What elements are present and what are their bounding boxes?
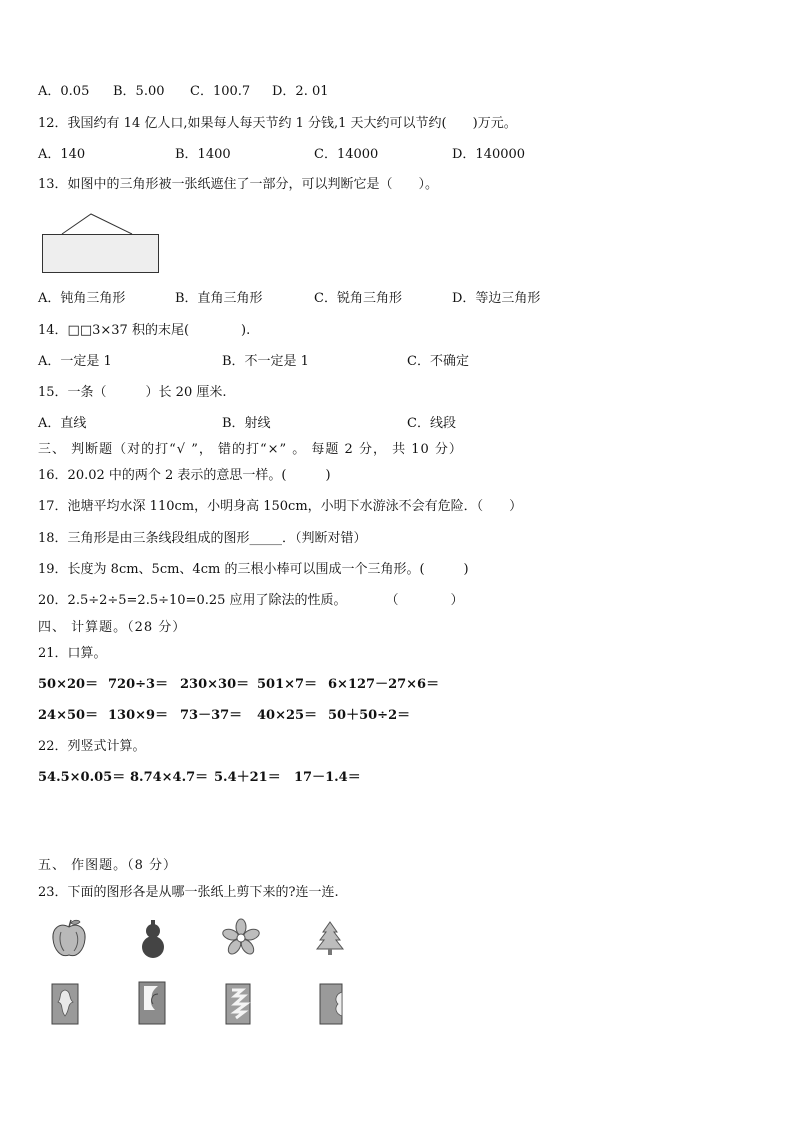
q13-stem: 13．如图中的三角形被一张纸遮住了一部分，可以判断它是（ ）。 (38, 177, 439, 192)
q23-stem: 23．下面的图形各是从哪一张纸上剪下来的?连一连. (38, 885, 339, 900)
q21-item: 50×20＝ (38, 677, 99, 692)
q16-text: 16．20.02 中的两个 2 表示的意思一样。( ) (38, 468, 331, 483)
q13-option-b: B．直角三角形 (175, 291, 263, 306)
q19-text: 19．长度为 8cm、5cm、4cm 的三根小棒可以围成一个三角形。( ) (38, 562, 469, 577)
q12-option-b: B．1400 (175, 147, 231, 162)
q21-item: 130×9＝ (108, 708, 169, 723)
q21-item: 50＋50÷2＝ (328, 708, 411, 723)
q13-option-c: C．锐角三角形 (314, 291, 402, 306)
q15-stem: 15．一条（ ）长 20 厘米. (38, 385, 227, 400)
q22-stem: 22．列竖式计算。 (38, 739, 146, 754)
flower-shape-icon (220, 918, 262, 958)
q11-option-b: B．5.00 (113, 84, 165, 99)
q14-stem: 14．□□3×37 积的末尾( ). (38, 323, 251, 338)
q13-option-a: A．钝角三角形 (38, 291, 126, 306)
q14-option-c: C．不确定 (407, 354, 469, 369)
q14-option-a: A．一定是 1 (38, 354, 112, 369)
gourd-shape-icon (136, 918, 170, 960)
q11-option-d: D．2. 01 (272, 84, 329, 99)
q21-stem: 21．口算。 (38, 646, 107, 661)
q11-option-c: C．100.7 (190, 84, 251, 99)
q15-option-c: C．线段 (407, 416, 456, 431)
q21-item: 720÷3＝ (108, 677, 169, 692)
q17-text: 17．池塘平均水深 110cm，小明身高 150cm，小明下水游泳不会有危险．（ ） (38, 499, 523, 514)
apple-shape-icon (50, 918, 88, 960)
section-4-heading: 四、 计算题。（28 分） (38, 620, 187, 635)
q22-item: 8.74×4.7＝ (130, 770, 209, 785)
section-5-heading: 五、 作图题。（8 分） (38, 858, 178, 873)
q12-option-d: D．140000 (452, 147, 526, 162)
paper-piece-2-icon (136, 980, 168, 1026)
q22-item: 5.4＋21＝ (214, 770, 281, 785)
q21-item: 230×30＝ (180, 677, 250, 692)
q21-item: 24×50＝ (38, 708, 99, 723)
paper-piece-4-icon (316, 982, 348, 1026)
q15-option-a: A．直线 (38, 416, 87, 431)
paper-piece-3-icon (222, 982, 254, 1026)
q22-item: 54.5×0.05＝ (38, 770, 126, 785)
paper-piece-1-icon (48, 982, 84, 1026)
q22-item: 17－1.4＝ (294, 770, 361, 785)
q13-option-d: D．等边三角形 (452, 291, 541, 306)
q21-item: 6×127－27×6＝ (328, 677, 440, 692)
q21-item: 73－37＝ (180, 708, 243, 723)
q14-option-b: B．不一定是 1 (222, 354, 309, 369)
tree-shape-icon (315, 918, 345, 958)
q12-option-a: A．140 (38, 147, 86, 162)
q21-item: 40×25＝ (257, 708, 318, 723)
q20-text: 20．2.5÷2÷5=2.5÷10=0.25 应用了除法的性质。 （ ） (38, 593, 464, 608)
q21-item: 501×7＝ (257, 677, 318, 692)
q12-option-c: C．14000 (314, 147, 379, 162)
q15-option-b: B．射线 (222, 416, 271, 431)
q11-option-a: A．0.05 (38, 84, 90, 99)
q12-stem: 12．我国约有 14 亿人口,如果每人每天节约 1 分钱,1 天大约可以节约( )万元。 (38, 116, 517, 131)
section-3-heading: 三、 判断题（对的打“√ ”， 错的打“×” 。 每题 2 分， 共 10 分） (38, 442, 463, 457)
q18-text: 18．三角形是由三条线段组成的图形_____．（判断对错） (38, 531, 367, 546)
covered-triangle-figure (40, 208, 162, 276)
